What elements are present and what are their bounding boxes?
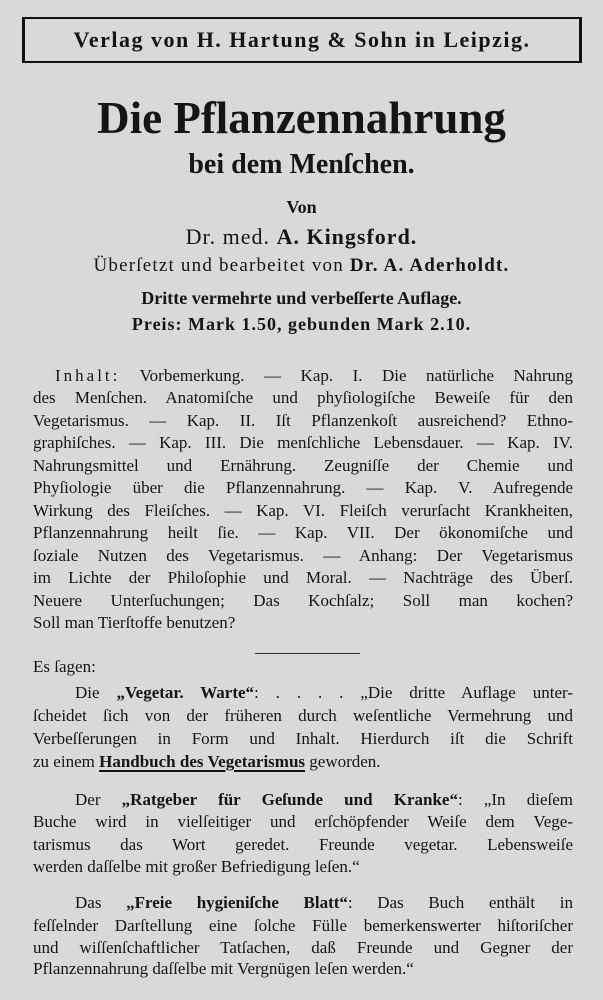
review-line — [75, 682, 573, 704]
contents-line: Nahrungsmittel und Ernährung. Zeugniſſe der Chemie und — [33, 456, 573, 475]
review-line: Pflanzennahrung daſſelbe mit Vergnügen leſen werden.“ — [33, 959, 414, 978]
review-article: Der — [75, 790, 101, 809]
book-subtitle: bei dem Menſchen. — [188, 149, 415, 180]
contents-line: Phyſiologie über die Pflanzennahrung. — Kap. V. Aufregende — [33, 478, 573, 497]
author-line — [0, 225, 603, 249]
publisher-line: Verlag von H. Hartung & Sohn in Leipzig. — [73, 27, 531, 52]
contents-line: Wirkung des Fleiſches. — Kap. VI. Fleiſch verurſacht Krankheiten, — [33, 501, 573, 520]
review-line-text: : „In dieſem — [457, 790, 573, 809]
review-source: „Vegetar. Warte“ — [116, 683, 255, 702]
review-line-text: zu einem — [33, 752, 95, 771]
contents-line: Neuere Unterſuchungen; Das Kochſalz; Soll man kochen? — [33, 591, 573, 610]
review-line — [75, 789, 573, 811]
review-line — [33, 751, 573, 773]
contents-line — [55, 365, 573, 387]
contents-line: im Lichte der Philoſophie und Moral. — Nachträge des Überſ. — [33, 568, 573, 587]
review-line-text: : . . . . „Die dritte Auflage unter- — [254, 683, 573, 702]
author-degree: Dr. med. — [185, 224, 271, 249]
review-article: Die — [75, 683, 100, 702]
contents-line: Soll man Tierſtoffe benutzen? — [33, 613, 236, 632]
review-article: Das — [75, 893, 102, 912]
publisher-banner — [22, 17, 582, 63]
contents-label: Inhalt: — [55, 366, 121, 385]
contents-line: ſoziale Nutzen des Vegetarismus. — Anhang: Der Vegetarismus — [33, 546, 573, 565]
review-line: tarismus das Wort geredet. Freunde vegetar. Lebensweiſe — [33, 835, 573, 854]
review-line: ſcheidet ſich von der früheren durch weſentliche Vermehrung und — [33, 706, 573, 725]
contents-line-text: Vorbemerkung. — Kap. I. Die natürliche Nahrung — [139, 366, 573, 385]
contents-line: Vegetarismus. — Kap. II. Iſt Pflanzenkoſt ausreichend? Ethno- — [33, 411, 573, 430]
translator-credit: Überſetzt und bearbeitet von — [93, 255, 344, 276]
review-line: Verbeſſerungen in Form und Inhalt. Hierdurch iſt die Schrift — [33, 729, 573, 748]
by-label: Von — [286, 197, 317, 217]
contents-line: graphiſches. — Kap. III. Die menſchliche Lebensdauer. — Kap. IV. — [33, 433, 573, 452]
emphasized-title: Handbuch des Vegetarismus — [99, 752, 306, 771]
review-line: feſſelnder Darſtellung eine ſolche Fülle bemerkenswerter hiſtoriſcher — [33, 916, 573, 935]
review-line: werden daſſelbe mit großer Befriedigung leſen.“ — [33, 857, 360, 876]
translator-line — [0, 256, 603, 276]
edition-note: Dritte vermehrte und verbeſſerte Auflage. — [141, 288, 462, 308]
section-divider — [255, 653, 360, 654]
contents-line: des Menſchen. Anatomiſche und phyſiologiſche Beweiſe für den — [33, 388, 573, 407]
translator-name: Dr. A. Aderholdt. — [349, 255, 510, 276]
review-line — [75, 892, 573, 914]
price-note: Preis: Mark 1.50, gebunden Mark 2.10. — [131, 314, 472, 334]
author-name: A. Kingsford. — [276, 224, 418, 249]
contents-line: Pflanzennahrung heilt ſie. — Kap. VII. Der ökonomiſche und — [33, 523, 573, 542]
review-line: Buche wird in vielſeitiger und erſchöpfender Weiſe dem Vege- — [33, 812, 573, 831]
review-line: und wiſſenſchaftlicher Tatſachen, daß Freunde und Gegner der — [33, 938, 573, 957]
review-line-text: geworden. — [309, 752, 381, 771]
review-source: „Freie hygieniſche Blatt“ — [126, 893, 348, 912]
review-line-text: : Das Buch enthält in — [347, 893, 573, 912]
book-title: Die Pflanzennahrung — [97, 93, 506, 143]
reviews-intro: Es ſagen: — [33, 657, 96, 676]
review-source: „Ratgeber für Geſunde und Kranke“ — [121, 790, 458, 809]
